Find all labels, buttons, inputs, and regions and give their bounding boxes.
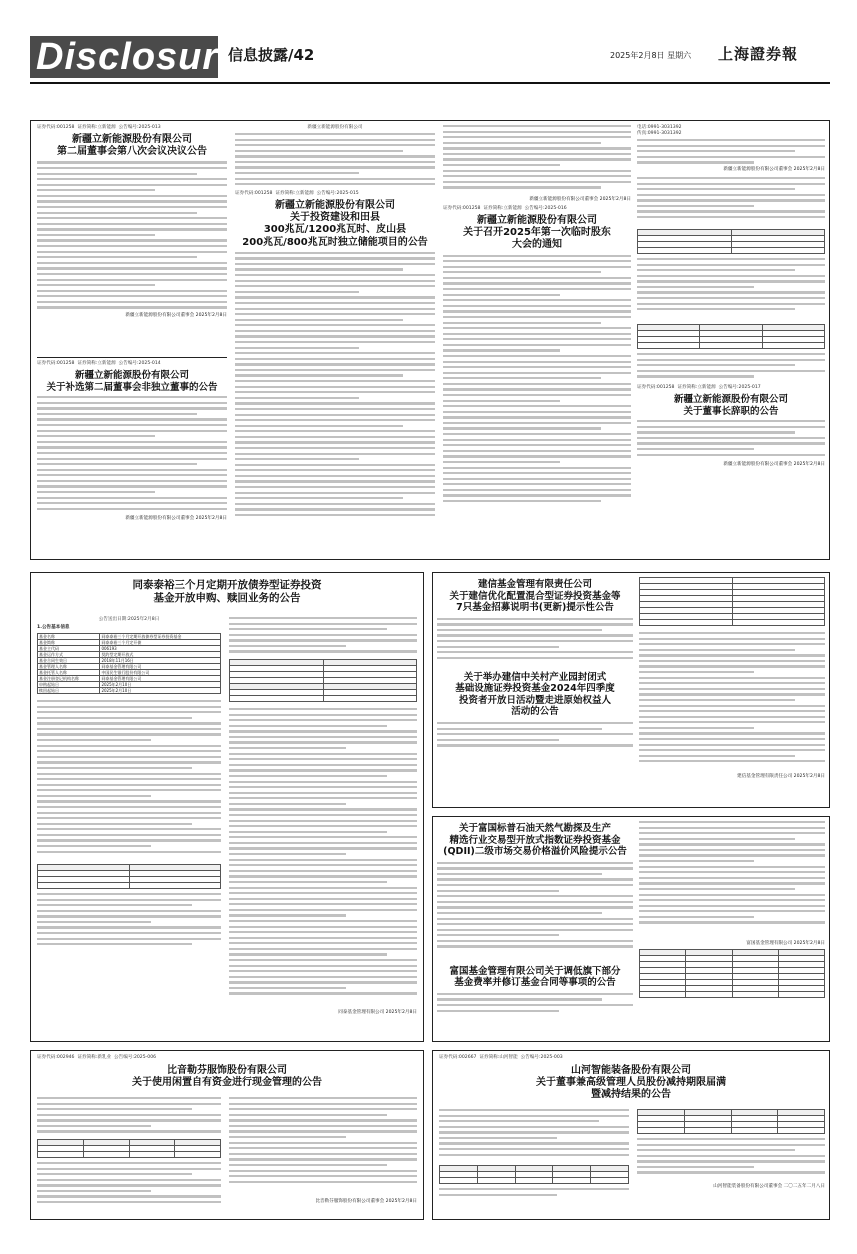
right-column: [229, 617, 417, 1016]
right-column: [637, 1109, 825, 1190]
signature: 建信基金管理有限责任公司 2025年2月8日: [737, 774, 825, 779]
announcement-no: 公告编号:2025-015: [316, 191, 359, 196]
panel-d-shareholder-meeting: [443, 125, 631, 511]
announcement-no: 公告编号:2025-003: [520, 1055, 563, 1060]
body-text: [443, 125, 631, 197]
signature: 同泰基金管理有限公司 2025年2月8日: [338, 1010, 417, 1015]
announcement-title-2: 关于举办建信中关村产业园封闭式 基础设施证券投资基金2024年四季度 投资者开放日活动暨走进原始权益人 活动的公告: [455, 671, 615, 718]
left-column: [37, 617, 221, 951]
stock-name: 证券简称:山河智能: [479, 1055, 518, 1060]
panel-i-biemlfdlkk: [30, 1050, 424, 1220]
announcement-title: 新疆立新能源股份有限公司 关于董事长辞职的公告: [673, 394, 788, 417]
announcement-title: 山河智能装备股份有限公司 关于董事兼高级管理人员股份减持期限届满 暨减持结果的公告: [536, 1065, 726, 1101]
announcement-title: 建信基金管理有限责任公司 关于建信优化配置混合型证券投资基金等 7只基金招募说明书(更新)提示性公告: [449, 579, 621, 614]
divider: [37, 357, 227, 358]
body-text: [637, 353, 825, 383]
announcement-no: 公告编号:2025-016: [524, 206, 567, 211]
announcement-title: 新疆立新能源股份有限公司 关于补选第二届董事会非独立董事的公告: [46, 370, 218, 393]
company-header: 新疆立新能源股份有限公司: [307, 125, 363, 130]
body-text: [235, 133, 435, 191]
announcement-title: 同泰泰裕三个月定期开放债券型证券投资 基金开放申购、赎回业务的公告: [132, 579, 322, 604]
signature: 山河智能装备股份有限公司董事会 二〇二五年二月八日: [713, 1184, 825, 1189]
panel-e-chairman-resignation: [637, 385, 825, 468]
panel-f-tongtai-fund: [30, 572, 424, 1042]
contact-fax: 传真:0991-3031392: [637, 131, 682, 136]
panel-d-continued: [637, 125, 825, 468]
issue-date: 2025年2月8日 星期六: [610, 51, 692, 60]
stock-name: 证券简称:立新能源: [275, 191, 314, 196]
fee-change-table: [639, 949, 825, 998]
signature: 新疆立新能源股份有限公司董事会 2025年2月8日: [125, 516, 227, 522]
newspaper-name: 上海證券報: [718, 45, 799, 63]
fund-info-table: 基金名称 同泰泰裕三个月定期开放债券型证券投资基金 基金简称 同泰泰裕三个月定开债 基金主代码 006193 基金运作方式 契约型定期开放式 基金合同生效日 2018年11月16日 基金管理人名称 同泰基金管理有限公司 基金托管人名称 中国民生银行股份有限公司 基金注册登记机构名称 同泰基金管理有限公司 申购起始日 2025年2月10日 赎回起始日 2025年2月10日: [37, 633, 221, 694]
signature: 富国基金管理有限公司 2025年2月8日: [746, 941, 825, 946]
announcement-no: 公告编号:2025-006: [114, 1055, 157, 1060]
announcement-no: 公告编号:2025-017: [718, 385, 761, 390]
body-text: [637, 139, 825, 167]
lixin-announcements-block: [30, 120, 830, 560]
masthead: [30, 34, 830, 86]
panel-j-sunward: [432, 1050, 830, 1220]
announcement-title: 新疆立新能源股份有限公司 第二届董事会第八次会议决议公告: [57, 134, 207, 158]
body-text: [229, 617, 417, 657]
body-text: [437, 618, 633, 668]
signature: 新疆立新能源股份有限公司董事会 2025年2月8日: [125, 313, 227, 319]
section-title: 信息披露/42: [228, 46, 315, 64]
announcement-title: 新疆立新能源股份有限公司 关于召开2025年第一次临时股东 大会的通知: [463, 215, 611, 251]
stock-name: 证券简称:新乳业: [77, 1055, 112, 1060]
panel-c-storage-project: [235, 125, 435, 522]
body-text: [437, 722, 633, 758]
body-text: [637, 258, 825, 322]
stock-code: 证券代码:001258: [443, 206, 481, 211]
signature: 比音勒芬服饰股份有限公司董事会 2025年2月8日: [315, 1199, 417, 1204]
body-text: [37, 396, 227, 514]
body-text: [439, 1109, 629, 1163]
section-heading: 1.公告基本信息: [37, 625, 70, 630]
body-text: [637, 420, 825, 462]
panel-g-ccb-fund: [432, 572, 830, 808]
body-text: [443, 255, 631, 511]
body-text: [439, 1188, 629, 1202]
body-text: [229, 708, 417, 1008]
investment-table: [37, 1139, 221, 1158]
project-info-table: [639, 577, 825, 626]
signature: 新疆立新能源股份有限公司董事会 2025年2月8日: [723, 167, 825, 172]
body-text: [229, 1097, 417, 1197]
right-column: [229, 1097, 417, 1205]
body-text: [639, 632, 825, 772]
announcement-title: 新疆立新能源股份有限公司 关于投资建设和田县 300兆瓦/1200兆瓦时、皮山县 200兆瓦/800兆瓦时独立储能项目的公告: [242, 200, 428, 248]
proxy-form-text: [637, 177, 825, 227]
holding-table: [637, 1109, 825, 1134]
stock-code: 证券代码:002946: [37, 1055, 75, 1060]
release-date: 公告送出日期:2025年2月8日: [98, 617, 160, 622]
panel-b-director-election: [37, 361, 227, 522]
redemption-fee-table: [229, 659, 417, 702]
stock-name: 证券简称:立新能源: [77, 361, 116, 366]
stock-code: 证券代码:001258: [637, 385, 675, 390]
body-text: [37, 1162, 221, 1212]
reduction-table: [439, 1165, 629, 1184]
body-text: [437, 993, 633, 1017]
left-column: [437, 821, 633, 1017]
announcement-title: 关于富国标普石油天然气勘探及生产 精选行业交易型开放式指数证券投资基金 (QDII)二级市场交易价格溢价风险提示公告: [443, 823, 627, 858]
left-column: [437, 577, 633, 758]
body-text: [637, 1138, 825, 1182]
announcement-no: 公告编号:2025-014: [118, 361, 161, 366]
right-column: [639, 577, 825, 780]
contact-phone: 电话:0991-3031392: [637, 125, 682, 130]
body-text: [37, 893, 221, 951]
body-text: [437, 862, 633, 962]
announcement-title-2: 富国基金管理有限公司关于调低旗下部分 基金费率并修订基金合同等事项的公告: [449, 965, 621, 989]
section-wordmark: Disclosure: [30, 36, 218, 78]
right-column: [639, 821, 825, 998]
panel-h-fullgoal-fund: [432, 816, 830, 1042]
body-text: [37, 1097, 221, 1137]
proxy-table: [637, 229, 825, 254]
signature: 新疆立新能源股份有限公司董事会 2025年2月8日: [529, 197, 631, 202]
body-text: [639, 821, 825, 939]
body-text: [37, 700, 221, 860]
announcement-title: 比音勒芬服饰股份有限公司 关于使用闲置自有资金进行现金管理的公告: [132, 1065, 322, 1089]
stock-code: 证券代码:002667: [439, 1055, 477, 1060]
stock-name: 证券简称:立新能源: [483, 206, 522, 211]
announcement-no: 公告编号:2025-013: [118, 125, 161, 130]
stock-code: 证券代码:001258: [37, 125, 75, 130]
left-column: [439, 1109, 629, 1202]
stock-code: 证券代码:001258: [235, 191, 273, 196]
fee-table: [37, 864, 221, 889]
masthead-rule: [30, 82, 830, 84]
body-text: [235, 252, 435, 522]
stock-code: 证券代码:001258: [37, 361, 75, 366]
voting-table: [637, 324, 825, 349]
stock-name: 证券简称:立新能源: [77, 125, 116, 130]
body-text: [37, 161, 227, 311]
left-column: [37, 1097, 221, 1212]
signature: 新疆立新能源股份有限公司董事会 2025年2月8日: [723, 462, 825, 468]
stock-name: 证券简称:立新能源: [677, 385, 716, 390]
panel-a-board-resolution: [37, 125, 227, 522]
